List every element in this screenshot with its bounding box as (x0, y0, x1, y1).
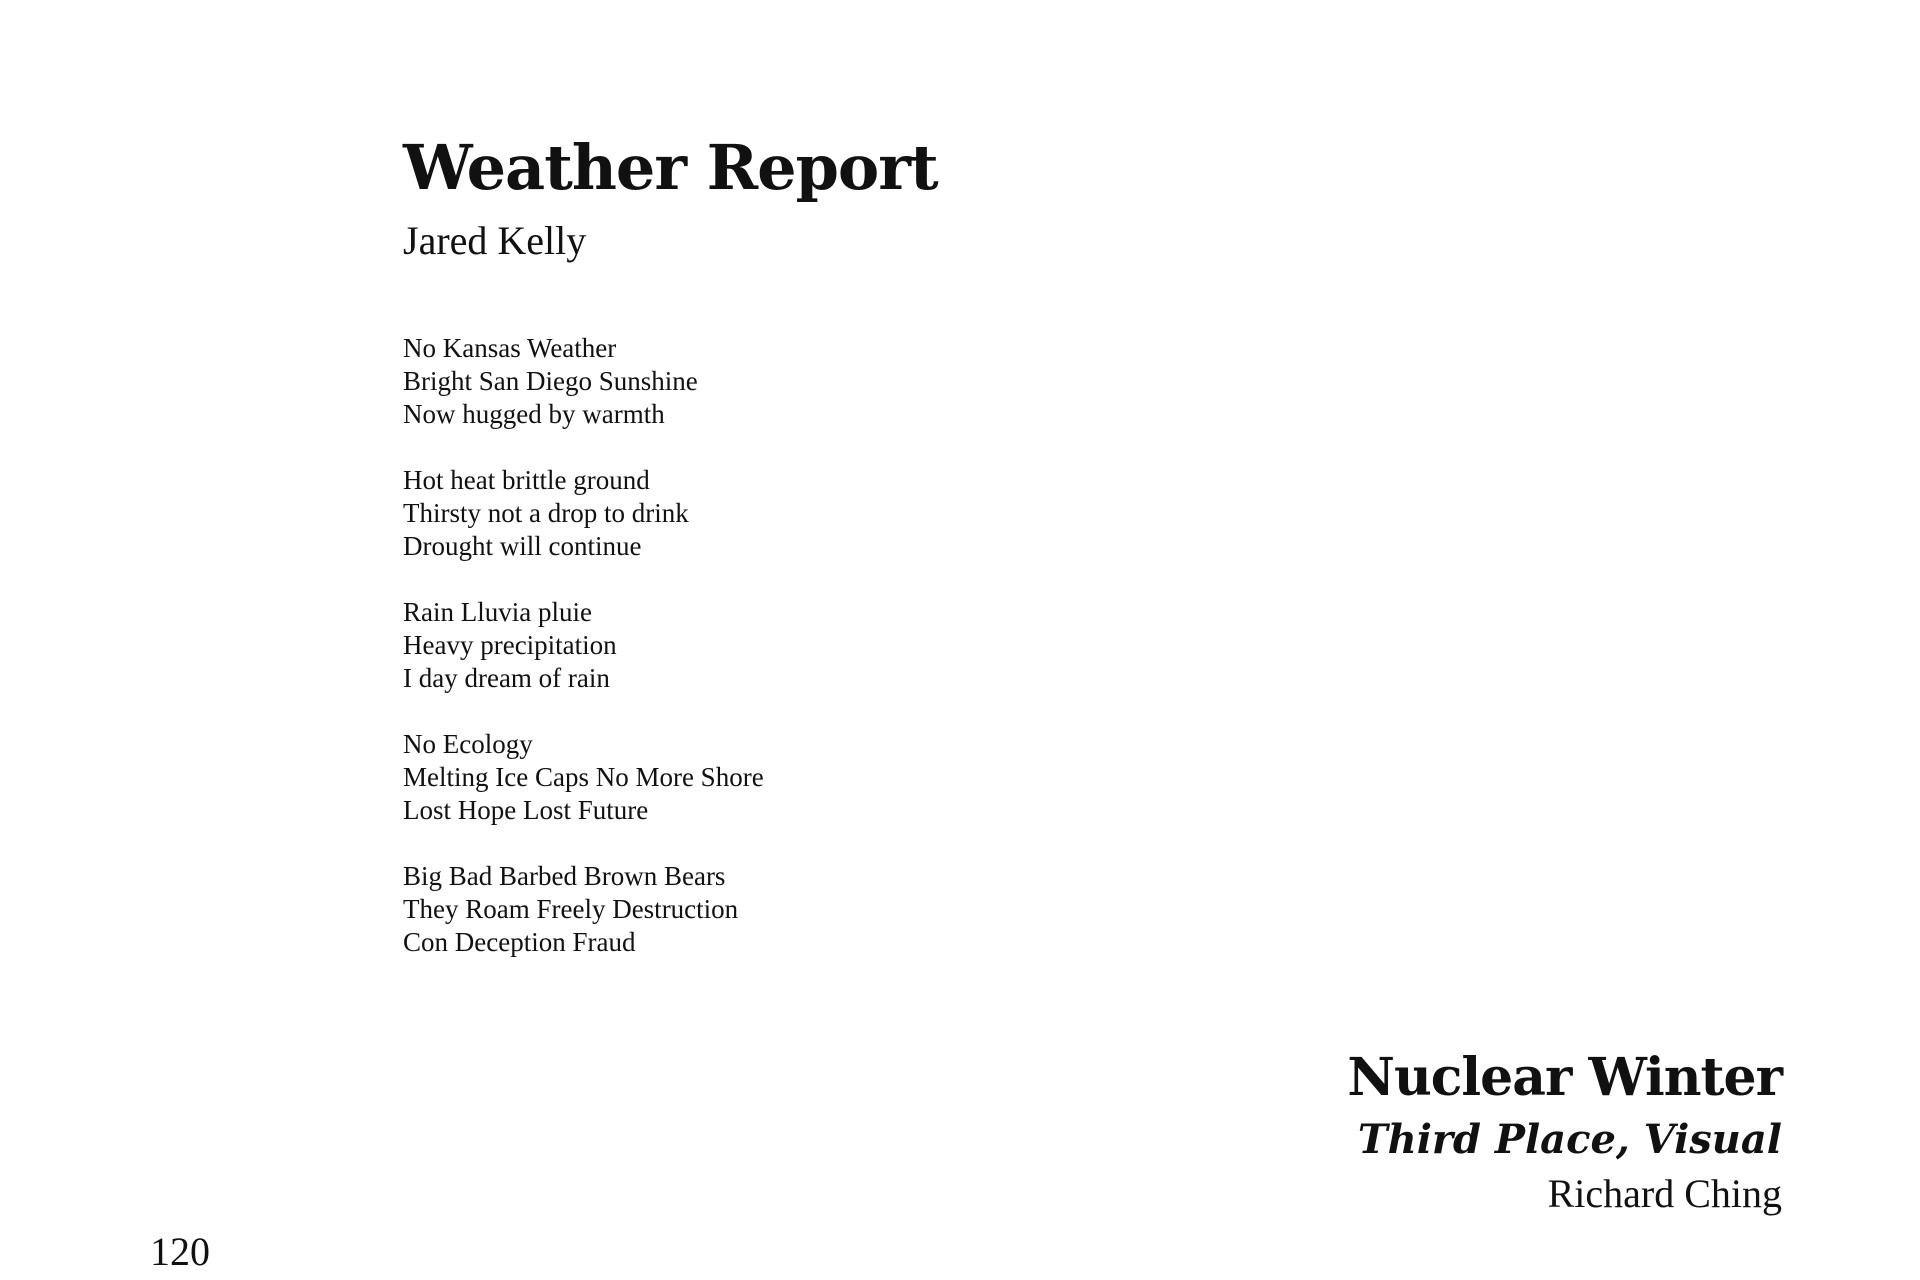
page-number: 120 (150, 1229, 210, 1274)
poem-line: Heavy precipitation (403, 630, 617, 660)
poem-line: Big Bad Barbed Brown Bears (403, 861, 726, 891)
artwork-award: Third Place, Visual (1357, 1116, 1782, 1163)
artwork-title: Nuclear Winter (1347, 1047, 1782, 1108)
poem-author: Jared Kelly (403, 218, 587, 263)
poem-line: Thirsty not a drop to drink (403, 498, 689, 528)
poem-line: Con Deception Fraud (403, 927, 636, 957)
poem-section (403, 128, 1303, 992)
poem-line: No Ecology (403, 729, 533, 759)
poem-body (403, 332, 1303, 959)
artwork-author: Richard Ching (1547, 1171, 1782, 1216)
poem-line: Lost Hope Lost Future (403, 795, 649, 825)
poem-line: No Kansas Weather (403, 333, 617, 363)
stanza (403, 596, 1303, 695)
poem-line: Hot heat brittle ground (403, 465, 650, 495)
stanza (403, 860, 1303, 959)
poem-title: Weather Report (403, 131, 938, 204)
stanza (403, 332, 1303, 431)
poem-line: I day dream of rain (403, 663, 610, 693)
poem-line: Melting Ice Caps No More Shore (403, 762, 764, 792)
stanza (403, 464, 1303, 563)
poem-line: Now hugged by warmth (403, 399, 665, 429)
artwork-caption (882, 1045, 1782, 1219)
poem-line: Bright San Diego Sunshine (403, 366, 698, 396)
poem-line: Rain Lluvia pluie (403, 597, 592, 627)
poem-line: They Roam Freely Destruction (403, 894, 739, 924)
poem-line: Drought will continue (403, 531, 642, 561)
stanza (403, 728, 1303, 827)
